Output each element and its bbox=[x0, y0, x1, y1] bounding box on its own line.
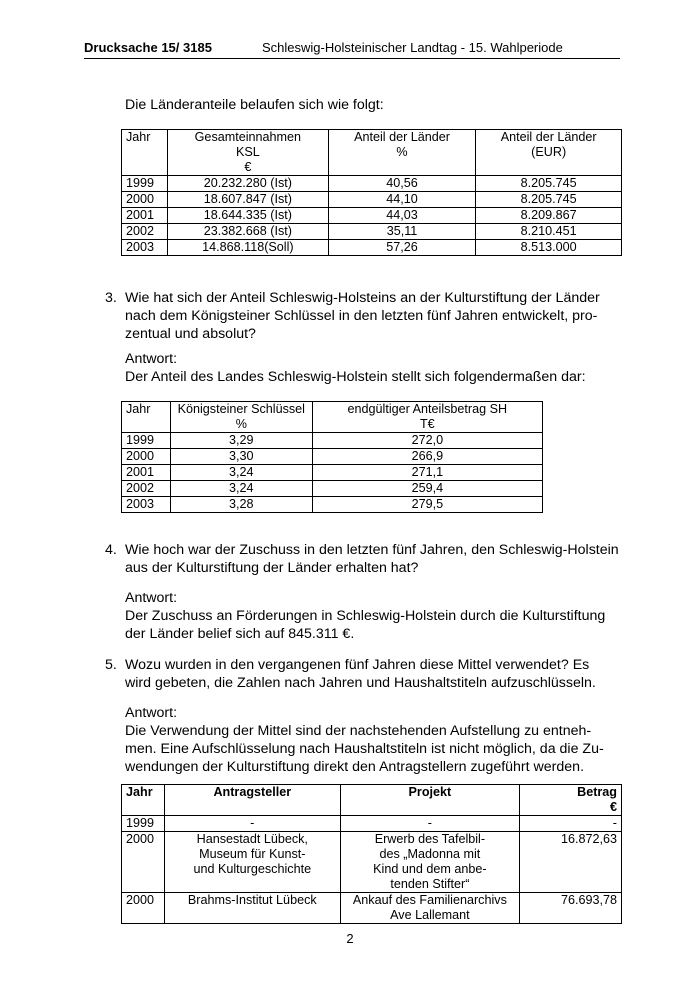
cell-line: Ave Lallemant bbox=[390, 908, 470, 922]
cell-line: Museum für Kunst- bbox=[199, 847, 306, 861]
table-cell: 3,28 bbox=[170, 497, 312, 513]
page-number: 2 bbox=[346, 931, 354, 946]
column-header bbox=[122, 785, 165, 816]
cell-line: % bbox=[396, 145, 408, 159]
table-cell: 3,29 bbox=[170, 433, 312, 449]
table-header-row bbox=[122, 130, 622, 176]
table-cell: 18.607.847 (Ist) bbox=[167, 192, 328, 208]
cell-line: des „Madonna mit bbox=[379, 847, 481, 861]
cell-line: € bbox=[609, 800, 617, 814]
cell-line: 2000 bbox=[126, 893, 155, 907]
cell-line: 2000 bbox=[126, 832, 155, 846]
table-cell: 2000 bbox=[122, 192, 168, 208]
table-cell bbox=[340, 816, 520, 832]
table-row bbox=[122, 497, 543, 513]
cell-line: Jahr bbox=[126, 130, 151, 144]
table-cell: 40,56 bbox=[328, 176, 476, 192]
cell-line: Erwerb des Tafelbil- bbox=[374, 832, 486, 846]
table-cell: 3,30 bbox=[170, 449, 312, 465]
table-cell: 44,03 bbox=[328, 208, 476, 224]
question-number: 4. bbox=[105, 542, 117, 558]
cell-line: tenden Stifter“ bbox=[390, 877, 470, 891]
table-row bbox=[122, 240, 622, 256]
document-number: Drucksache 15/ 3185 bbox=[84, 40, 212, 55]
table-cell: 272,0 bbox=[312, 433, 542, 449]
question-line: Wie hat sich der Anteil Schleswig-Holsteins an der Kulturstiftung der Länder bbox=[125, 290, 600, 306]
cell-line: Gesamteinnahmen bbox=[194, 130, 302, 144]
question-line: Wie hoch war der Zuschuss in den letzten fünf Jahren, den Schleswig-Holstein bbox=[125, 542, 619, 558]
table-row bbox=[122, 465, 543, 481]
answer-line: der Länder belief sich auf 845.311 €. bbox=[125, 626, 355, 642]
table-row bbox=[122, 224, 622, 240]
table-cell: 35,11 bbox=[328, 224, 476, 240]
question-line: aus der Kulturstiftung der Länder erhalten hat? bbox=[125, 560, 419, 576]
table-row bbox=[122, 208, 622, 224]
answer-label: Antwort: bbox=[125, 705, 178, 721]
table-header-row bbox=[122, 785, 622, 816]
table-cell: 2000 bbox=[122, 449, 171, 465]
table-cell: 271,1 bbox=[312, 465, 542, 481]
cell-line: endgültiger Anteilsbetrag SH bbox=[347, 402, 508, 416]
cell-line: Ankauf des Familienarchivs bbox=[352, 893, 507, 907]
table-cell bbox=[164, 816, 340, 832]
table-cell: 18.644.335 (Ist) bbox=[167, 208, 328, 224]
table-cell: 1999 bbox=[122, 433, 171, 449]
table-cell bbox=[122, 893, 165, 924]
table-cell bbox=[520, 816, 622, 832]
cell-line: 1999 bbox=[126, 816, 155, 830]
intro-text: Die Länderanteile belaufen sich wie folgt: bbox=[125, 97, 384, 113]
cell-line: Jahr bbox=[126, 785, 153, 799]
answer-label: Antwort: bbox=[125, 590, 178, 606]
table-cell: 1999 bbox=[122, 176, 168, 192]
table-cell: 2003 bbox=[122, 240, 168, 256]
cell-line: Königsteiner Schlüssel bbox=[177, 402, 305, 416]
cell-line: Projekt bbox=[408, 785, 452, 799]
table-cell: 23.382.668 (Ist) bbox=[167, 224, 328, 240]
column-header bbox=[167, 130, 328, 176]
answer-label: Antwort: bbox=[125, 351, 178, 367]
table-cell bbox=[122, 816, 165, 832]
cell-line: Jahr bbox=[126, 402, 151, 416]
answer-line: wendungen der Kulturstiftung direkt den Antragstellern zugeführt werden. bbox=[125, 759, 585, 775]
column-header bbox=[164, 785, 340, 816]
table-cell: 57,26 bbox=[328, 240, 476, 256]
column-header bbox=[340, 785, 520, 816]
table-cell: 2002 bbox=[122, 224, 168, 240]
table-cell: 8.210.451 bbox=[476, 224, 622, 240]
table-cell: 259,4 bbox=[312, 481, 542, 497]
table-cell: 8.205.745 bbox=[476, 176, 622, 192]
table-row bbox=[122, 433, 543, 449]
table-cell: 8.513.000 bbox=[476, 240, 622, 256]
cell-line: - bbox=[427, 816, 432, 830]
answer-text: Der Anteil des Landes Schleswig-Holstein stellt sich folgendermaßen dar: bbox=[125, 369, 586, 385]
cell-line: T€ bbox=[419, 417, 435, 431]
table-cell bbox=[520, 832, 622, 893]
table-cell: 2002 bbox=[122, 481, 171, 497]
table-cell: 266,9 bbox=[312, 449, 542, 465]
column-header bbox=[170, 402, 312, 433]
answer-line: men. Eine Aufschlüsselung nach Haushaltstiteln ist nicht möglich, da die Zu- bbox=[125, 741, 604, 757]
column-header bbox=[520, 785, 622, 816]
parliament-title: Schleswig-Holsteinischer Landtag - 15. Wahlperiode bbox=[262, 40, 563, 55]
cell-line: und Kulturgeschichte bbox=[193, 862, 312, 876]
answer-line: Der Zuschuss an Förderungen in Schleswig-Holstein durch die Kulturstiftung bbox=[125, 608, 606, 624]
cell-line: Hansestadt Lübeck, bbox=[196, 832, 308, 846]
table-row bbox=[122, 481, 543, 497]
table-header-row bbox=[122, 402, 543, 433]
table-cell: 8.205.745 bbox=[476, 192, 622, 208]
answer-line: Die Verwendung der Mittel sind der nachstehenden Aufstellung zu entneh- bbox=[125, 723, 592, 739]
table-cell: 44,10 bbox=[328, 192, 476, 208]
cell-line: 76.693,78 bbox=[560, 893, 617, 907]
cell-line: 16.872,63 bbox=[560, 832, 617, 846]
table-cell: 20.232.280 (Ist) bbox=[167, 176, 328, 192]
cell-line: (EUR) bbox=[531, 145, 567, 159]
table-row bbox=[122, 832, 622, 893]
table-cell: 2003 bbox=[122, 497, 171, 513]
cell-line: - bbox=[612, 816, 617, 830]
cell-line: Anteil der Länder bbox=[354, 130, 450, 144]
table-cell: 8.209.867 bbox=[476, 208, 622, 224]
foerderungen-table bbox=[121, 784, 622, 924]
table-cell: 2001 bbox=[122, 465, 171, 481]
table-cell bbox=[164, 832, 340, 893]
cell-line: Brahms-Institut Lübeck bbox=[187, 893, 317, 907]
cell-line: Kind und dem anbe- bbox=[373, 862, 487, 876]
table-cell bbox=[520, 893, 622, 924]
koenigsteiner-table bbox=[121, 401, 543, 513]
table-cell: 279,5 bbox=[312, 497, 542, 513]
table-row bbox=[122, 176, 622, 192]
cell-line: Antragsteller bbox=[213, 785, 292, 799]
column-header bbox=[122, 130, 168, 176]
question-line: zentual und absolut? bbox=[125, 326, 256, 342]
table-row bbox=[122, 449, 543, 465]
column-header bbox=[476, 130, 622, 176]
table-cell: 3,24 bbox=[170, 481, 312, 497]
header-rule bbox=[84, 58, 620, 59]
cell-line: € bbox=[244, 160, 252, 174]
table-cell bbox=[340, 893, 520, 924]
table-cell bbox=[164, 893, 340, 924]
cell-line: % bbox=[235, 417, 247, 431]
table-cell bbox=[340, 832, 520, 893]
question-line: Wozu wurden in den vergangenen fünf Jahren diese Mittel verwendet? Es bbox=[125, 657, 590, 673]
column-header bbox=[122, 402, 171, 433]
table-cell: 3,24 bbox=[170, 465, 312, 481]
question-number: 3. bbox=[105, 290, 117, 306]
table-row bbox=[122, 893, 622, 924]
table-row bbox=[122, 816, 622, 832]
table-cell bbox=[122, 832, 165, 893]
cell-line: Betrag bbox=[577, 785, 617, 799]
table-cell: 14.868.118(Soll) bbox=[167, 240, 328, 256]
cell-line: KSL bbox=[235, 145, 260, 159]
question-number: 5. bbox=[105, 657, 117, 673]
table-row bbox=[122, 192, 622, 208]
question-line: nach dem Königsteiner Schlüssel in den letzten fünf Jahren entwickelt, pro- bbox=[125, 308, 598, 324]
column-header bbox=[328, 130, 476, 176]
cell-line: Anteil der Länder bbox=[500, 130, 597, 144]
question-line: wird gebeten, die Zahlen nach Jahren und Haushaltstiteln aufzuschlüsseln. bbox=[125, 675, 596, 691]
cell-line: - bbox=[250, 816, 255, 830]
table-cell: 2001 bbox=[122, 208, 168, 224]
column-header bbox=[312, 402, 542, 433]
laenderanteile-table bbox=[121, 129, 622, 256]
